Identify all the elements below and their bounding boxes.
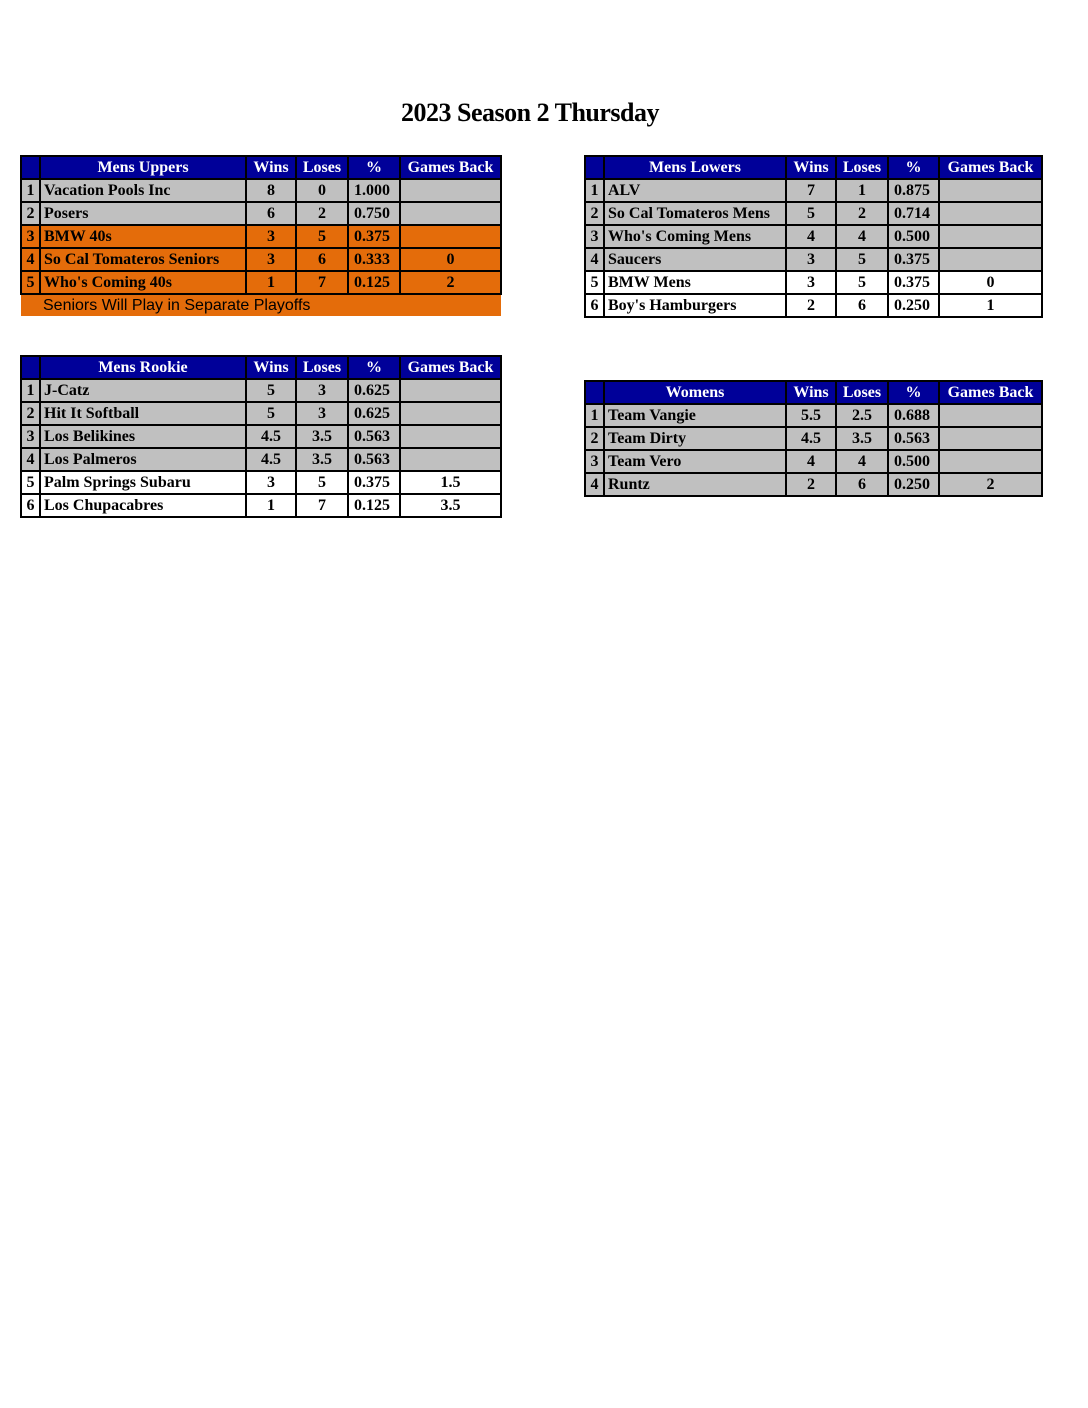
pct-header: % — [888, 156, 939, 179]
wins-cell: 3 — [786, 248, 836, 271]
rank-cell: 4 — [585, 473, 604, 496]
pct-cell: 0.500 — [888, 225, 939, 248]
table-row — [585, 473, 1042, 496]
rank-header — [585, 381, 604, 404]
team-name-cell: Los Palmeros — [40, 448, 246, 471]
table-row — [21, 202, 501, 225]
team-name-cell: Vacation Pools Inc — [40, 179, 246, 202]
wins-header: Wins — [246, 156, 296, 179]
team-name-cell: Los Belikines — [40, 425, 246, 448]
games-back-header: Games Back — [400, 156, 501, 179]
pct-cell: 0.250 — [888, 473, 939, 496]
team-name-cell: Who's Coming 40s — [40, 271, 246, 294]
loses-cell: 5 — [836, 248, 888, 271]
team-name-cell: So Cal Tomateros Mens — [604, 202, 786, 225]
team-name-cell: Team Vero — [604, 450, 786, 473]
team-name-cell: Hit It Softball — [40, 402, 246, 425]
team-name-cell: Who's Coming Mens — [604, 225, 786, 248]
pct-cell: 0.714 — [888, 202, 939, 225]
table-row — [21, 448, 501, 471]
games-back-cell — [939, 202, 1042, 225]
division-header: Mens Lowers — [604, 156, 786, 179]
wins-cell: 6 — [246, 202, 296, 225]
wins-cell: 4 — [786, 450, 836, 473]
team-name-cell: Runtz — [604, 473, 786, 496]
loses-header: Loses — [836, 156, 888, 179]
team-name-cell: J-Catz — [40, 379, 246, 402]
rank-cell: 5 — [21, 471, 40, 494]
pct-cell: 0.125 — [348, 494, 400, 517]
games-back-cell: 2 — [400, 271, 501, 294]
rank-cell: 4 — [585, 248, 604, 271]
games-back-header: Games Back — [939, 156, 1042, 179]
pct-cell: 0.250 — [888, 294, 939, 317]
wins-cell: 2 — [786, 294, 836, 317]
games-back-cell — [939, 404, 1042, 427]
rank-cell: 3 — [21, 225, 40, 248]
games-back-cell: 0 — [400, 248, 501, 271]
team-name-cell: ALV — [604, 179, 786, 202]
pct-cell: 0.375 — [888, 271, 939, 294]
wins-cell: 3 — [246, 471, 296, 494]
wins-cell: 4.5 — [246, 425, 296, 448]
rank-cell: 2 — [21, 202, 40, 225]
wins-cell: 2 — [786, 473, 836, 496]
games-back-cell — [400, 202, 501, 225]
loses-cell: 5 — [296, 225, 348, 248]
games-back-cell: 3.5 — [400, 494, 501, 517]
team-name-cell: So Cal Tomateros Seniors — [40, 248, 246, 271]
wins-cell: 3 — [246, 225, 296, 248]
loses-header: Loses — [296, 356, 348, 379]
games-back-cell — [939, 179, 1042, 202]
team-name-cell: Posers — [40, 202, 246, 225]
loses-cell: 6 — [296, 248, 348, 271]
rank-cell: 4 — [21, 448, 40, 471]
loses-cell: 5 — [836, 271, 888, 294]
loses-cell: 3.5 — [296, 425, 348, 448]
wins-cell: 4.5 — [246, 448, 296, 471]
womens-table — [584, 380, 1043, 497]
rank-cell: 1 — [585, 404, 604, 427]
loses-cell: 6 — [836, 294, 888, 317]
table-row — [21, 248, 501, 271]
team-name-cell: Team Dirty — [604, 427, 786, 450]
table-row — [21, 271, 501, 294]
loses-header: Loses — [836, 381, 888, 404]
games-back-cell — [939, 225, 1042, 248]
table-header-row — [585, 156, 1042, 179]
pct-header: % — [888, 381, 939, 404]
table-row — [585, 271, 1042, 294]
team-name-cell: BMW 40s — [40, 225, 246, 248]
rank-cell: 2 — [585, 202, 604, 225]
loses-header: Loses — [296, 156, 348, 179]
loses-cell: 7 — [296, 271, 348, 294]
loses-cell: 7 — [296, 494, 348, 517]
team-name-cell: Los Chupacabres — [40, 494, 246, 517]
table-row — [21, 179, 501, 202]
loses-cell: 2 — [296, 202, 348, 225]
table-row — [585, 202, 1042, 225]
pct-cell: 0.688 — [888, 404, 939, 427]
loses-cell: 3.5 — [836, 427, 888, 450]
mens-lowers-table — [584, 155, 1043, 318]
games-back-cell — [400, 379, 501, 402]
pct-cell: 1.000 — [348, 179, 400, 202]
table-row — [21, 379, 501, 402]
rank-cell: 2 — [585, 427, 604, 450]
games-back-cell: 1.5 — [400, 471, 501, 494]
mens-uppers-table — [20, 155, 502, 316]
page-title: 2023 Season 2 Thursday — [401, 98, 659, 127]
rank-cell: 1 — [585, 179, 604, 202]
division-header: Mens Rookie — [40, 356, 246, 379]
rank-cell: 5 — [585, 271, 604, 294]
pct-cell: 0.375 — [888, 248, 939, 271]
pct-cell: 0.563 — [888, 427, 939, 450]
rank-cell: 1 — [21, 379, 40, 402]
loses-cell: 4 — [836, 225, 888, 248]
mens-rookie-table — [20, 355, 502, 518]
loses-cell: 3 — [296, 379, 348, 402]
rank-header — [21, 356, 40, 379]
pct-cell: 0.875 — [888, 179, 939, 202]
table-row — [585, 404, 1042, 427]
loses-cell: 2 — [836, 202, 888, 225]
wins-cell: 8 — [246, 179, 296, 202]
table-row — [585, 427, 1042, 450]
loses-cell: 6 — [836, 473, 888, 496]
rank-cell: 3 — [21, 425, 40, 448]
wins-cell: 5 — [246, 379, 296, 402]
team-name-cell: Palm Springs Subaru — [40, 471, 246, 494]
games-back-cell: 0 — [939, 271, 1042, 294]
table-row — [21, 425, 501, 448]
wins-cell: 5 — [246, 402, 296, 425]
rank-cell: 2 — [21, 402, 40, 425]
wins-cell: 5.5 — [786, 404, 836, 427]
pct-cell: 0.375 — [348, 225, 400, 248]
table-header-row — [21, 356, 501, 379]
team-name-cell: BMW Mens — [604, 271, 786, 294]
wins-cell: 4 — [786, 225, 836, 248]
pct-header: % — [348, 156, 400, 179]
wins-header: Wins — [786, 381, 836, 404]
rank-cell: 6 — [585, 294, 604, 317]
games-back-cell: 2 — [939, 473, 1042, 496]
playoff-note: Seniors Will Play in Separate Playoffs — [21, 294, 501, 316]
loses-cell: 5 — [296, 471, 348, 494]
wins-cell: 3 — [246, 248, 296, 271]
wins-cell: 1 — [246, 271, 296, 294]
rank-cell: 1 — [21, 179, 40, 202]
pct-cell: 0.563 — [348, 448, 400, 471]
rank-cell: 4 — [21, 248, 40, 271]
team-name-cell: Saucers — [604, 248, 786, 271]
pct-cell: 0.563 — [348, 425, 400, 448]
wins-cell: 7 — [786, 179, 836, 202]
loses-cell: 0 — [296, 179, 348, 202]
games-back-header: Games Back — [400, 356, 501, 379]
wins-cell: 1 — [246, 494, 296, 517]
table-header-row — [585, 381, 1042, 404]
wins-cell: 3 — [786, 271, 836, 294]
rank-cell: 3 — [585, 450, 604, 473]
pct-cell: 0.333 — [348, 248, 400, 271]
table-row — [585, 294, 1042, 317]
games-back-cell — [400, 425, 501, 448]
table-header-row — [21, 156, 501, 179]
games-back-cell — [939, 248, 1042, 271]
playoff-note-row — [21, 294, 501, 316]
games-back-cell — [939, 427, 1042, 450]
pct-cell: 0.375 — [348, 471, 400, 494]
wins-cell: 4.5 — [786, 427, 836, 450]
games-back-header: Games Back — [939, 381, 1042, 404]
rank-header — [21, 156, 40, 179]
rank-cell: 3 — [585, 225, 604, 248]
pct-cell: 0.625 — [348, 402, 400, 425]
games-back-cell — [400, 179, 501, 202]
wins-header: Wins — [786, 156, 836, 179]
pct-cell: 0.125 — [348, 271, 400, 294]
table-row — [585, 450, 1042, 473]
table-row — [21, 402, 501, 425]
games-back-cell: 1 — [939, 294, 1042, 317]
wins-cell: 5 — [786, 202, 836, 225]
games-back-cell — [939, 450, 1042, 473]
division-header: Womens — [604, 381, 786, 404]
games-back-cell — [400, 448, 501, 471]
team-name-cell: Team Vangie — [604, 404, 786, 427]
rank-cell: 5 — [21, 271, 40, 294]
pct-cell: 0.625 — [348, 379, 400, 402]
pct-header: % — [348, 356, 400, 379]
table-row — [585, 248, 1042, 271]
team-name-cell: Boy's Hamburgers — [604, 294, 786, 317]
division-header: Mens Uppers — [40, 156, 246, 179]
loses-cell: 4 — [836, 450, 888, 473]
table-row — [21, 471, 501, 494]
pct-cell: 0.750 — [348, 202, 400, 225]
loses-cell: 1 — [836, 179, 888, 202]
table-row — [585, 225, 1042, 248]
games-back-cell — [400, 402, 501, 425]
table-row — [585, 179, 1042, 202]
loses-cell: 3 — [296, 402, 348, 425]
table-row — [21, 494, 501, 517]
games-back-cell — [400, 225, 501, 248]
loses-cell: 3.5 — [296, 448, 348, 471]
table-row — [21, 225, 501, 248]
wins-header: Wins — [246, 356, 296, 379]
pct-cell: 0.500 — [888, 450, 939, 473]
rank-header — [585, 156, 604, 179]
loses-cell: 2.5 — [836, 404, 888, 427]
rank-cell: 6 — [21, 494, 40, 517]
